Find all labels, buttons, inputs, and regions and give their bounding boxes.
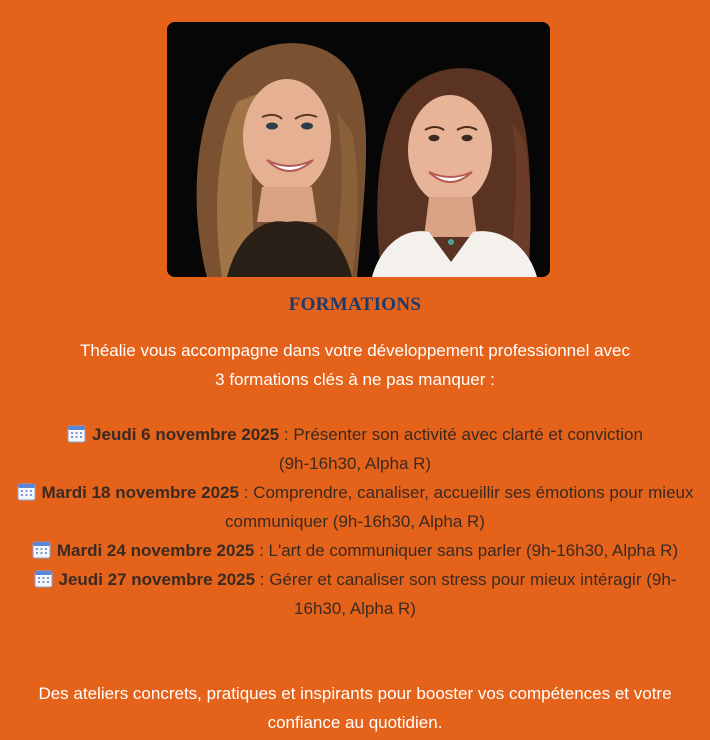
session-details: (9h-16h30, Alpha R) [525, 541, 679, 560]
session-details: (9h-16h30, Alpha R) [278, 454, 432, 473]
session-title: Comprendre, canaliser, accueillir ses émotions pour mieux communiquer [225, 483, 694, 531]
outro-text: Des ateliers concrets, pratiques et inspirants pour booster vos compétences et votre confiance au quotidien. [38, 684, 672, 732]
session-date: Mardi 18 novembre 2025 [41, 483, 239, 502]
intro-text [0, 336, 710, 394]
trainers-photo [167, 22, 550, 277]
intro-line-2: 3 formations clés à ne pas manquer : [215, 370, 495, 389]
session-item [16, 478, 694, 536]
session-details: (9h-16h30, Alpha R) [332, 512, 485, 531]
calendar-icon [17, 482, 36, 501]
session-date: Jeudi 6 novembre 2025 [92, 425, 280, 444]
session-separator: : [239, 483, 254, 502]
section-title: FORMATIONS [288, 294, 422, 315]
session-title: Gérer et canaliser son stress pour mieux intéragir [269, 570, 647, 589]
session-title: Présenter son activité avec clarté et conviction [293, 425, 643, 444]
session-item [16, 420, 694, 478]
session-separator: : [255, 570, 270, 589]
calendar-icon [67, 424, 86, 443]
session-list [16, 420, 694, 623]
session-date: Mardi 24 novembre 2025 [56, 541, 255, 560]
session-separator: : [254, 541, 269, 560]
calendar-icon [32, 540, 51, 559]
session-title: L'art de communiquer sans parler [268, 541, 522, 560]
session-item [16, 565, 694, 623]
session-item [16, 536, 694, 565]
session-date: Jeudi 27 novembre 2025 [58, 570, 256, 589]
calendar-icon [34, 569, 53, 588]
intro-line-1: Théalie vous accompagne dans votre développement professionnel avec [79, 341, 630, 360]
session-separator: : [279, 425, 294, 444]
session-details: (9h-16h30, Alpha R) [294, 570, 677, 618]
